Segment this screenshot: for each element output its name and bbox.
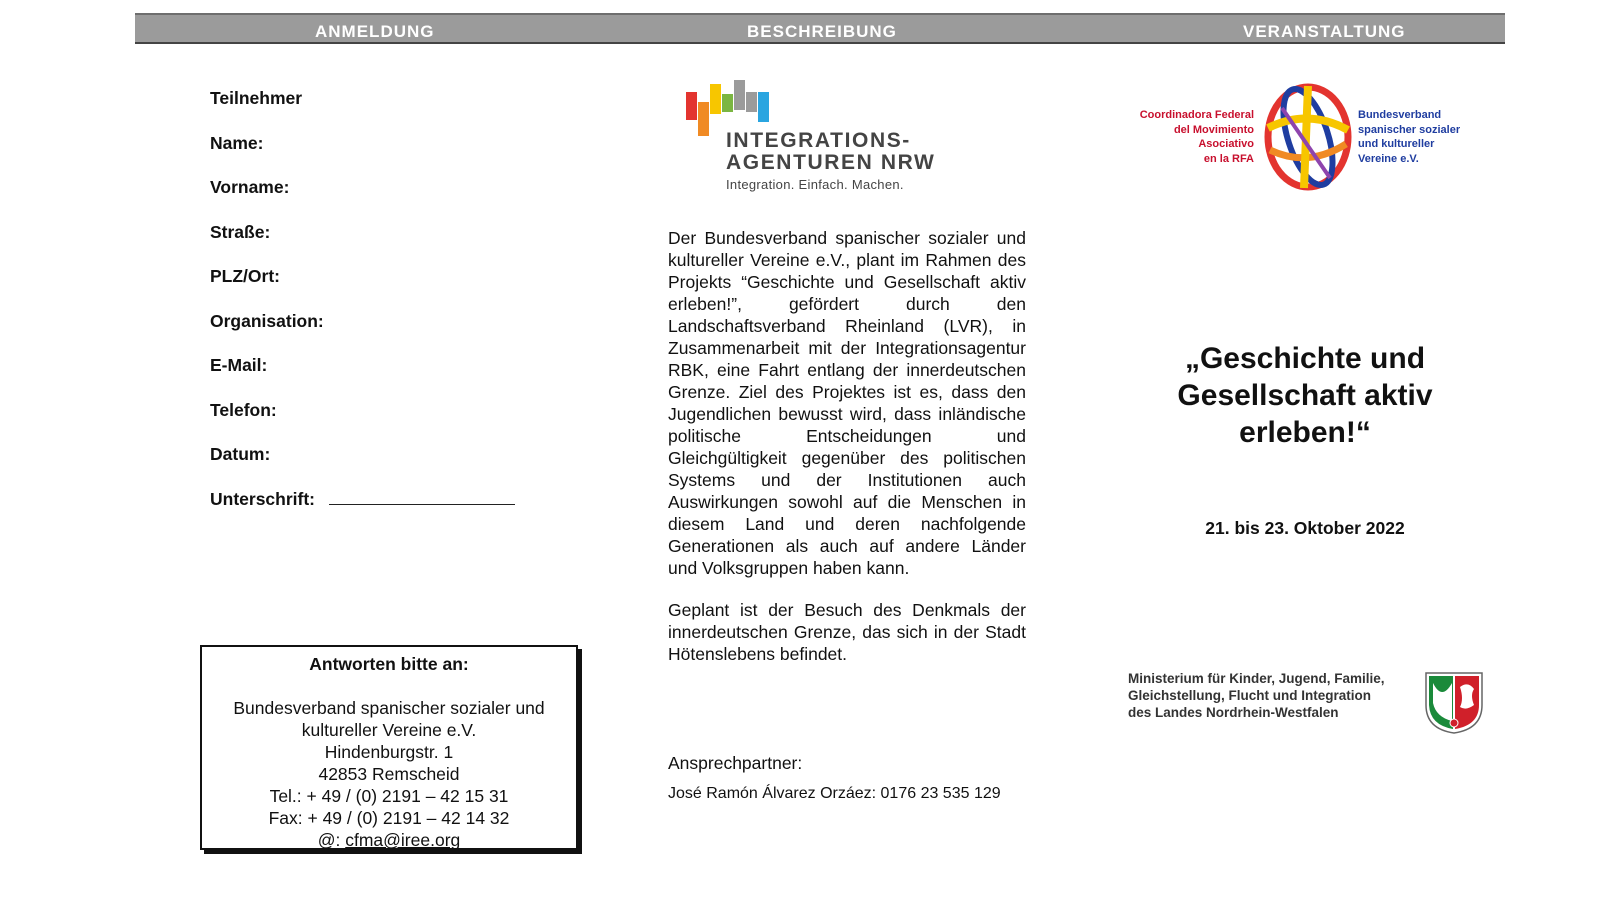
- header-bar: [135, 13, 1505, 44]
- ministry-line2: Gleichstellung, Flucht und Integration: [1128, 688, 1371, 703]
- cfma-right-line: spanischer sozialer: [1358, 123, 1461, 136]
- ia-logo-text: [726, 130, 935, 174]
- form-label-plz-ort: PLZ/Ort:: [210, 266, 280, 286]
- event-title-line1: „Geschichte und: [1184, 342, 1426, 375]
- reply-tel: Tel.: + 49 / (0) 2191 – 42 15 31: [269, 786, 509, 806]
- form-label-datum: Datum:: [210, 444, 271, 464]
- reply-email-prefix: @:: [317, 830, 346, 850]
- nrw-crest-icon: [1424, 671, 1484, 735]
- signature-line: [329, 490, 515, 505]
- cfma-logo-spanish: [1130, 108, 1254, 166]
- header-beschreibung: BESCHREIBUNG: [747, 22, 897, 41]
- form-label-teilnehmer: Teilnehmer: [210, 88, 303, 108]
- cfma-right-line: Vereine e.V.: [1358, 152, 1419, 165]
- cfma-right-line: Bundesverband: [1358, 109, 1442, 121]
- reply-line-1: Bundesverband spanischer sozialer und: [233, 698, 545, 718]
- ministry-line3: des Landes Nordrhein-Westfalen: [1128, 705, 1339, 720]
- ia-logo-tagline: Integration. Einfach. Machen.: [726, 177, 904, 192]
- reply-address-box: [200, 645, 578, 850]
- contact-label: Ansprechpartner:: [668, 753, 803, 773]
- ministry-text: [1128, 670, 1408, 721]
- form-label-vorname: Vorname:: [210, 177, 290, 197]
- project-description: [668, 227, 1026, 685]
- registration-form: [210, 88, 515, 533]
- reply-email-link[interactable]: cfma@iree.org: [345, 830, 461, 850]
- cfma-left-line: Coordinadora Federal: [1139, 109, 1254, 121]
- event-date: 21. bis 23. Oktober 2022: [1205, 518, 1405, 538]
- event-title-line2: Gesellschaft aktiv: [1177, 379, 1433, 412]
- header-veranstaltung: VERANSTALTUNG: [1243, 22, 1406, 41]
- reply-street: Hindenburgstr. 1: [324, 742, 454, 762]
- form-label-strasse: Straße:: [210, 221, 271, 242]
- cfma-right-line: und kultureller: [1358, 138, 1435, 150]
- ia-logo-line2: AGENTUREN NRW: [726, 151, 936, 174]
- ia-logo-line1: INTEGRATIONS-: [726, 129, 911, 152]
- description-paragraph-2: Geplant ist der Besuch des Denkmals der innerdeutschen Grenze, das sich in der Stadt Hötenslebens befindet.: [668, 600, 1026, 664]
- reply-city: 42853 Remscheid: [318, 764, 460, 784]
- description-paragraph-1: Der Bundesverband spanischer sozialer und kultureller Vereine e.V., plant im Rahmen des Projekts “Geschichte und Gesellschaft aktiv erleben!”, gefördert durch den Landschaftsverband Rheinland (LVR), in Zusammenarbeit mit der Integrationsagentur RBK, eine Fahrt entlang der innerdeutschen Grenze. Ziel des Projektes ist es, dass den Jugendlichen bewusst wird, dass inländische politische Entscheidungen und Gleichgültigkeit gegenüber des politischen Systems und der Institutionen auch Auswirkungen sowohl auf die Menschen in diesem Land und deren nachfolgende Generationen als auch auf andere Länder und Volksgruppen haben kann.: [668, 228, 1026, 578]
- form-label-organisation: Organisation:: [210, 310, 324, 331]
- form-label-unterschrift: Unterschrift:: [210, 488, 316, 509]
- form-label-email: E-Mail:: [210, 355, 268, 375]
- event-title-line3: erleben!“: [1239, 416, 1371, 449]
- cfma-left-line: Asociativo: [1198, 138, 1254, 150]
- cfma-left-line: en la RFA: [1203, 152, 1254, 165]
- ministry-line1: Ministerium für Kinder, Jugend, Familie,: [1128, 671, 1385, 686]
- header-anmeldung: ANMELDUNG: [315, 22, 435, 41]
- reply-line-2: kultureller Vereine e.V.: [301, 720, 477, 740]
- form-row-unterschrift: [210, 489, 515, 534]
- form-label-name: Name:: [210, 132, 264, 153]
- event-title: [1155, 340, 1455, 451]
- globe-emblem-icon: [1260, 78, 1356, 196]
- cfma-left-line: del Movimiento: [1173, 123, 1254, 136]
- reply-box-title: Antworten bitte an:: [309, 654, 469, 674]
- reply-email-row: [202, 829, 576, 851]
- form-label-telefon: Telefon:: [210, 399, 277, 420]
- reply-fax: Fax: + 49 / (0) 2191 – 42 14 32: [268, 808, 510, 828]
- integrationsagenturen-logo: [686, 80, 946, 195]
- cfma-logo-german: [1358, 108, 1478, 166]
- cfma-logo: [1130, 78, 1470, 196]
- contact-person: José Ramón Álvarez Orzáez: 0176 23 535 129: [668, 785, 1001, 802]
